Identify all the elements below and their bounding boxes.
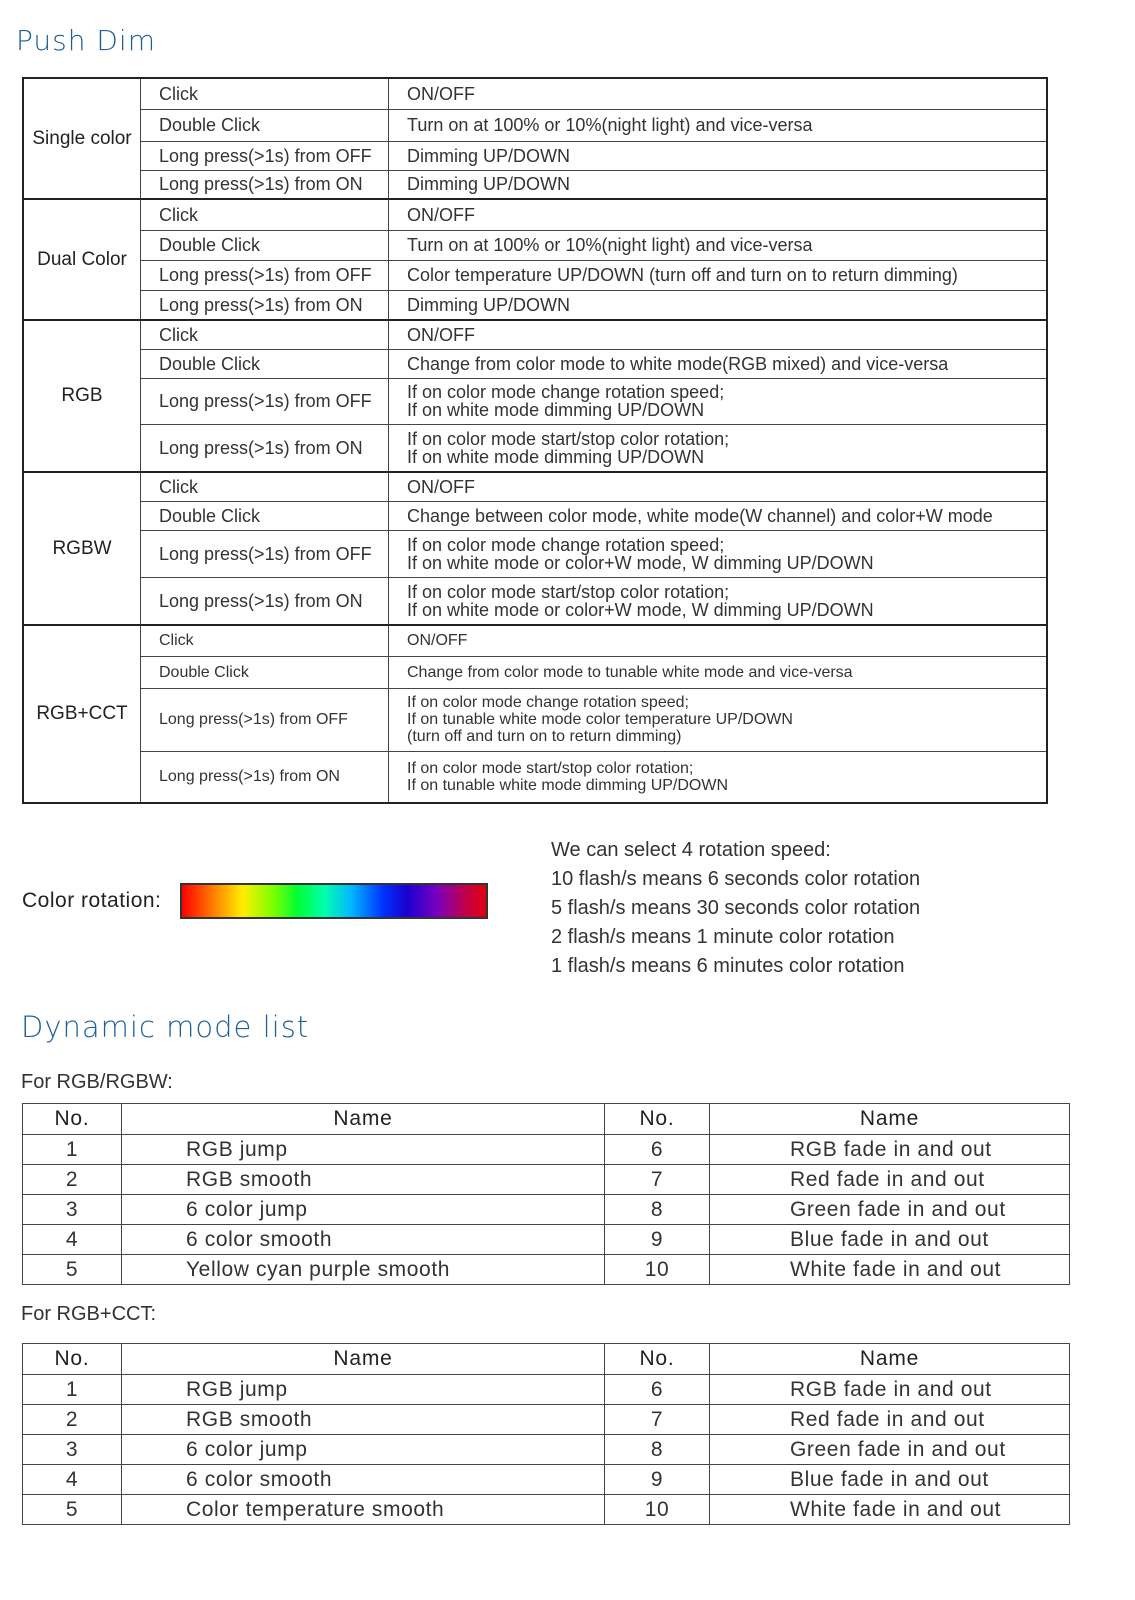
action-cell: Click <box>141 199 389 230</box>
mode-name: White fade in and out <box>710 1495 1070 1525</box>
description-line: If on color mode change rotation speed; <box>407 694 689 711</box>
mode-number: 6 <box>605 1375 710 1405</box>
description-cell: Turn on at 100% or 10%(night light) and vice-versa <box>389 230 1048 260</box>
table-row <box>23 320 1047 349</box>
color-rotation-label: Color rotation: <box>22 889 162 912</box>
description-line: If on white mode dimming UP/DOWN <box>407 446 705 467</box>
description-line: If on white mode or color+W mode, W dimming UP/DOWN <box>407 552 874 573</box>
description-cell <box>389 378 1048 424</box>
mode-number: 8 <box>605 1435 710 1465</box>
group-label: RGBW <box>23 472 141 625</box>
description-cell: ON/OFF <box>389 472 1048 501</box>
column-header: Name <box>122 1344 605 1375</box>
list-label-rgb-rgbw: For RGB/RGBW: <box>21 1071 173 1093</box>
mode-name: RGB fade in and out <box>710 1375 1070 1405</box>
action-cell: Double Click <box>141 109 389 141</box>
mode-name: Green fade in and out <box>710 1195 1070 1225</box>
mode-number: 4 <box>23 1465 122 1495</box>
description-line: If on white mode dimming UP/DOWN <box>407 400 705 420</box>
group-label: RGB+CCT <box>23 625 141 803</box>
mode-number: 1 <box>23 1375 122 1405</box>
mode-number: 10 <box>605 1495 710 1525</box>
description-cell: Change from color mode to tunable white mode and vice-versa <box>389 656 1048 688</box>
dynamic-mode-title: Dynamic mode list <box>21 1010 310 1044</box>
table-row <box>23 625 1047 656</box>
table-row <box>23 260 1047 290</box>
mode-name: 6 color jump <box>122 1435 605 1465</box>
table-header-row <box>23 1344 1070 1375</box>
action-cell: Long press(>1s) from ON <box>141 170 389 199</box>
speed-line: 10 flash/s means 6 seconds color rotation <box>551 868 921 890</box>
action-cell: Double Click <box>141 230 389 260</box>
action-cell: Click <box>141 78 389 109</box>
mode-number: 2 <box>23 1165 122 1195</box>
table-row <box>23 530 1047 577</box>
mode-number: 4 <box>23 1225 122 1255</box>
action-cell: Long press(>1s) from OFF <box>141 141 389 170</box>
table-row <box>23 378 1047 424</box>
action-cell: Long press(>1s) from ON <box>141 424 389 472</box>
description-line: If on color mode start/stop color rotation; <box>407 581 730 602</box>
column-header: No. <box>23 1344 122 1375</box>
description-cell <box>389 688 1048 751</box>
column-header: No. <box>23 1104 122 1135</box>
mode-name: Green fade in and out <box>710 1435 1070 1465</box>
speed-line: 2 flash/s means 1 minute color rotation <box>551 926 895 948</box>
action-cell: Long press(>1s) from OFF <box>141 378 389 424</box>
push-dim-title: Push Dim <box>16 24 156 57</box>
description-cell: Dimming UP/DOWN <box>389 141 1048 170</box>
mode-number: 3 <box>23 1195 122 1225</box>
mode-name: Blue fade in and out <box>710 1465 1070 1495</box>
mode-name: RGB smooth <box>122 1165 605 1195</box>
table-row <box>23 472 1047 501</box>
description-cell: ON/OFF <box>389 625 1048 656</box>
table-row <box>23 1195 1070 1225</box>
mode-name: Red fade in and out <box>710 1165 1070 1195</box>
mode-name: RGB jump <box>122 1135 605 1165</box>
description-cell <box>389 424 1048 472</box>
table-row <box>23 290 1047 320</box>
description-line: If on tunable white mode dimming UP/DOWN <box>407 776 729 794</box>
description-line: If on tunable white mode color temperature UP/DOWN <box>407 711 793 728</box>
group-label: Single color <box>23 78 141 199</box>
description-cell: Change between color mode, white mode(W channel) and color+W mode <box>389 501 1048 530</box>
mode-number: 2 <box>23 1405 122 1435</box>
description-cell <box>389 751 1048 803</box>
table-row <box>23 1375 1070 1405</box>
table-row <box>23 1135 1070 1165</box>
dynamic-mode-table-rgb-rgbw <box>22 1103 1070 1285</box>
table-row <box>23 751 1047 803</box>
mode-name: 6 color smooth <box>122 1465 605 1495</box>
mode-name: 6 color jump <box>122 1195 605 1225</box>
description-cell <box>389 530 1048 577</box>
description-cell: Change from color mode to white mode(RGB mixed) and vice-versa <box>389 349 1048 378</box>
action-cell: Double Click <box>141 656 389 688</box>
action-cell: Double Click <box>141 501 389 530</box>
action-cell: Long press(>1s) from ON <box>141 290 389 320</box>
dynamic-mode-table-rgb-cct <box>22 1343 1070 1525</box>
table-row <box>23 577 1047 625</box>
action-cell: Long press(>1s) from OFF <box>141 260 389 290</box>
description-cell: Color temperature UP/DOWN (turn off and turn on to return dimming) <box>389 260 1048 290</box>
mode-number: 5 <box>23 1495 122 1525</box>
description-cell: Turn on at 100% or 10%(night light) and vice-versa <box>389 109 1048 141</box>
mode-number: 7 <box>605 1405 710 1435</box>
mode-number: 5 <box>23 1255 122 1285</box>
description-line: If on color mode start/stop color rotation; <box>407 759 694 777</box>
mode-name: RGB fade in and out <box>710 1135 1070 1165</box>
mode-number: 9 <box>605 1225 710 1255</box>
table-row <box>23 1465 1070 1495</box>
table-row <box>23 656 1047 688</box>
mode-number: 10 <box>605 1255 710 1285</box>
speed-line: 5 flash/s means 30 seconds color rotation <box>551 897 921 919</box>
speed-line: We can select 4 rotation speed: <box>551 839 831 861</box>
column-header: No. <box>605 1344 710 1375</box>
mode-name: RGB jump <box>122 1375 605 1405</box>
group-label: Dual Color <box>23 199 141 320</box>
table-row <box>23 1405 1070 1435</box>
action-cell: Click <box>141 472 389 501</box>
mode-name: RGB smooth <box>122 1405 605 1435</box>
description-cell: ON/OFF <box>389 199 1048 230</box>
list-label-rgb-cct: For RGB+CCT: <box>21 1303 157 1325</box>
table-row <box>23 501 1047 530</box>
table-row <box>23 230 1047 260</box>
mode-number: 1 <box>23 1135 122 1165</box>
description-line: If on color mode change rotation speed; <box>407 382 725 402</box>
description-line: If on white mode or color+W mode, W dimming UP/DOWN <box>407 599 874 620</box>
description-line: If on color mode change rotation speed; <box>407 534 725 555</box>
table-row <box>23 349 1047 378</box>
mode-number: 9 <box>605 1465 710 1495</box>
mode-number: 3 <box>23 1435 122 1465</box>
description-cell <box>389 577 1048 625</box>
action-cell: Click <box>141 625 389 656</box>
table-row <box>23 424 1047 472</box>
column-header: Name <box>710 1104 1070 1135</box>
mode-number: 8 <box>605 1195 710 1225</box>
table-row <box>23 1255 1070 1285</box>
table-row <box>23 1225 1070 1255</box>
action-cell: Double Click <box>141 349 389 378</box>
mode-name: Yellow cyan purple smooth <box>122 1255 605 1285</box>
column-header: No. <box>605 1104 710 1135</box>
description-line: If on color mode start/stop color rotation; <box>407 428 730 449</box>
mode-name: Red fade in and out <box>710 1405 1070 1435</box>
mode-name: Blue fade in and out <box>710 1225 1070 1255</box>
action-cell: Long press(>1s) from ON <box>141 751 389 803</box>
action-cell: Long press(>1s) from ON <box>141 577 389 625</box>
color-rotation-gradient <box>180 883 488 919</box>
action-cell: Long press(>1s) from OFF <box>141 530 389 577</box>
description-cell: ON/OFF <box>389 78 1048 109</box>
description-cell: ON/OFF <box>389 320 1048 349</box>
action-cell: Click <box>141 320 389 349</box>
mode-name: White fade in and out <box>710 1255 1070 1285</box>
mode-name: 6 color smooth <box>122 1225 605 1255</box>
mode-number: 6 <box>605 1135 710 1165</box>
table-row <box>23 1165 1070 1195</box>
table-row <box>23 688 1047 751</box>
rotation-speed-notes <box>551 836 920 981</box>
speed-line: 1 flash/s means 6 minutes color rotation <box>551 955 905 977</box>
table-row <box>23 199 1047 230</box>
description-cell: Dimming UP/DOWN <box>389 170 1048 199</box>
table-row <box>23 141 1047 170</box>
table-row <box>23 1435 1070 1465</box>
table-header-row <box>23 1104 1070 1135</box>
description-line: (turn off and turn on to return dimming) <box>407 728 682 745</box>
description-cell: Dimming UP/DOWN <box>389 290 1048 320</box>
mode-name: Color temperature smooth <box>122 1495 605 1525</box>
group-label: RGB <box>23 320 141 472</box>
action-cell: Long press(>1s) from OFF <box>141 688 389 751</box>
column-header: Name <box>710 1344 1070 1375</box>
table-row <box>23 1495 1070 1525</box>
table-row <box>23 170 1047 199</box>
table-row <box>23 109 1047 141</box>
mode-number: 7 <box>605 1165 710 1195</box>
push-dim-table <box>22 77 1048 804</box>
column-header: Name <box>122 1104 605 1135</box>
table-row <box>23 78 1047 109</box>
